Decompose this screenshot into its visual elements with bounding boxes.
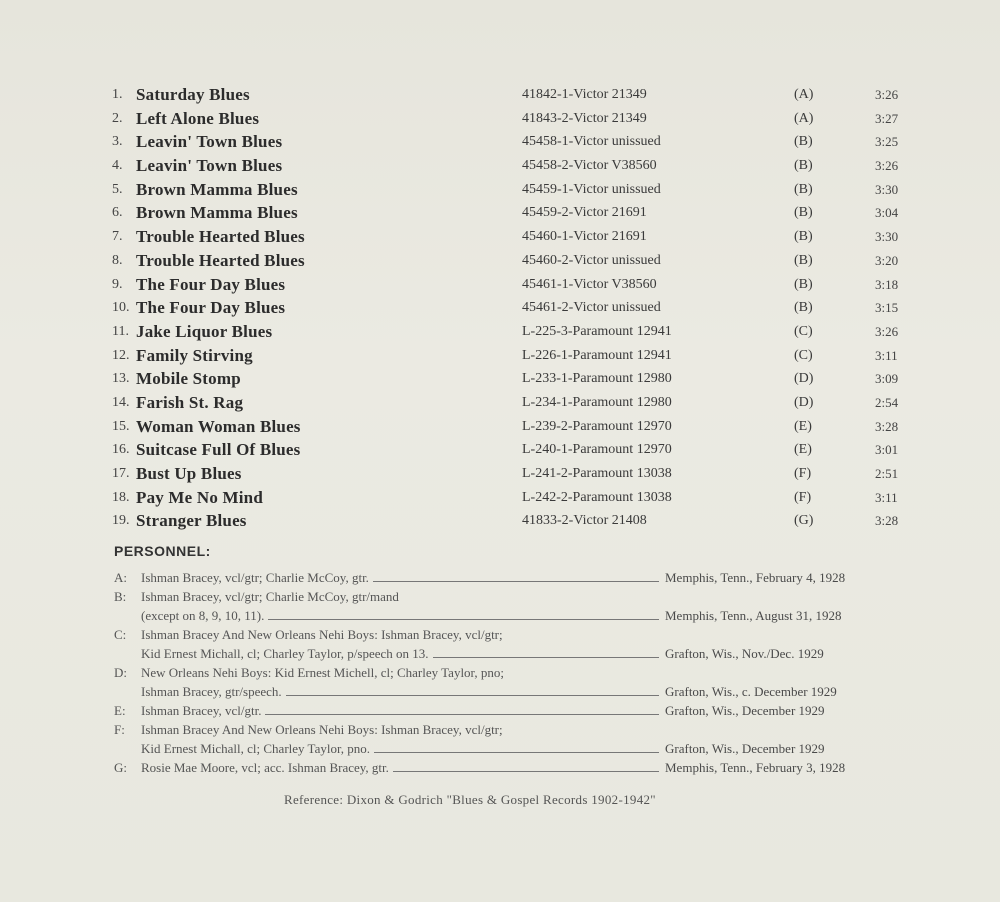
track-session: (A): [794, 110, 814, 126]
track-matrix-label: L-242-2-Paramount 13038: [522, 489, 672, 505]
leader-rule: [286, 695, 659, 696]
track-row: [112, 320, 912, 344]
track-title: Bust Up Blues: [136, 464, 242, 483]
track-number: 18.: [112, 489, 130, 505]
track-title: Leavin' Town Blues: [136, 132, 283, 152]
track-number: 16.: [112, 442, 130, 458]
session-place-date: Memphis, Tenn., August 31, 1928: [665, 608, 842, 623]
leader-rule: [374, 752, 659, 753]
track-session: (B): [794, 300, 813, 316]
session-place-date: Grafton, Wis., December 1929: [665, 703, 825, 718]
personnel-line: [114, 741, 914, 760]
personnel-line: [114, 684, 914, 703]
track-session: (C): [794, 323, 813, 339]
track-row: [112, 486, 912, 510]
session-letter: F:: [114, 722, 125, 737]
track-session: (E): [794, 442, 812, 458]
personnel-line: [114, 722, 914, 741]
track-title: Left Alone Blues: [136, 108, 260, 128]
track-number: 15.: [112, 418, 130, 434]
track-number: 7.: [112, 229, 123, 245]
personnel-text: Ishman Bracey, vcl/gtr; Charlie McCoy, gtr/mand: [141, 589, 399, 604]
personnel-text: Ishman Bracey, vcl/gtr; Charlie McCoy, gtr.: [141, 570, 369, 585]
personnel-heading: PERSONNEL:: [114, 543, 211, 559]
track-title: Trouble Hearted Blues: [136, 250, 305, 270]
personnel-line: [114, 570, 914, 589]
track-row: [112, 273, 912, 297]
session-place-date: Grafton, Wis., c. December 1929: [665, 684, 837, 699]
track-number: 10.: [112, 300, 130, 316]
track-title: Pay Me No Mind: [136, 487, 263, 507]
track-session: (B): [794, 276, 813, 292]
track-duration: 3:15: [875, 300, 899, 316]
personnel-text: (except on 8, 9, 10, 11).: [141, 608, 265, 623]
track-duration: 2:54: [875, 394, 899, 410]
track-matrix-label: L-241-2-Paramount 13038: [522, 466, 672, 481]
personnel-line: [114, 646, 914, 665]
track-matrix-label: 41843-2-Victor 21349: [522, 110, 647, 126]
personnel-text: Ishman Bracey, vcl/gtr.: [141, 703, 262, 718]
session-letter: G:: [114, 760, 127, 775]
track-matrix-label: L-234-1-Paramount 12980: [522, 394, 672, 410]
track-title: Family Stirving: [136, 345, 253, 365]
personnel-line: [114, 608, 914, 627]
track-duration: 3:26: [875, 87, 899, 102]
session-place-date: Memphis, Tenn., February 4, 1928: [665, 570, 846, 585]
personnel-line: [114, 703, 914, 722]
track-number: 13.: [112, 371, 130, 387]
track-title: Trouble Hearted Blues: [136, 227, 305, 247]
personnel-line: [114, 760, 914, 779]
personnel-text: New Orleans Nehi Boys: Kid Ernest Michell, cl; Charley Taylor, pno;: [141, 665, 504, 680]
track-title: Farish St. Rag: [136, 392, 244, 412]
track-session: (D): [794, 371, 814, 387]
track-session: (B): [794, 252, 813, 268]
leader-rule: [265, 714, 659, 715]
track-number: 9.: [112, 276, 123, 292]
track-duration: 3:26: [875, 158, 899, 174]
track-number: 5.: [112, 181, 123, 197]
track-duration: 3:27: [875, 110, 899, 126]
track-duration: 3:26: [875, 323, 899, 339]
track-matrix-label: 45460-2-Victor unissued: [522, 252, 661, 268]
personnel-text: Kid Ernest Michall, cl; Charley Taylor, pno.: [141, 741, 371, 756]
track-duration: 3:30: [875, 229, 899, 245]
track-matrix-label: 45458-2-Victor V38560: [522, 158, 657, 174]
session-place-date: Grafton, Wis., December 1929: [665, 741, 825, 756]
track-number: 12.: [112, 347, 130, 363]
track-matrix-label: 45460-1-Victor 21691: [522, 229, 647, 245]
personnel-line: [114, 665, 914, 684]
track-matrix-label: 45459-2-Victor 21691: [522, 205, 647, 221]
track-session: (B): [794, 205, 813, 221]
track-session: (F): [794, 489, 812, 505]
track-matrix-label: 45458-1-Victor unissued: [522, 134, 661, 150]
track-row: [112, 391, 912, 415]
track-matrix-label: 41833-2-Victor 21408: [522, 513, 647, 529]
leader-rule: [268, 619, 659, 620]
track-duration: 3:25: [875, 134, 899, 150]
personnel-line: [114, 589, 914, 608]
track-title: Saturday Blues: [136, 85, 250, 104]
track-duration: 3:11: [875, 347, 898, 363]
track-session: (G): [794, 513, 814, 529]
track-list: [112, 83, 912, 533]
track-duration: 3:04: [875, 205, 899, 221]
track-title: Brown Mamma Blues: [136, 203, 298, 223]
session-place-date: Memphis, Tenn., February 3, 1928: [665, 760, 846, 775]
track-session: (B): [794, 229, 813, 245]
track-session: (B): [794, 134, 813, 150]
track-duration: 3:30: [875, 181, 899, 197]
track-duration: 3:20: [875, 252, 899, 268]
track-row: [112, 296, 912, 320]
track-row: [112, 415, 912, 439]
track-row: [112, 367, 912, 391]
track-session: (B): [794, 181, 813, 197]
track-duration: 3:28: [875, 418, 899, 434]
track-title: The Four Day Blues: [136, 274, 286, 294]
personnel-text: Ishman Bracey And New Orleans Nehi Boys: Ishman Bracey, vcl/gtr;: [141, 722, 503, 737]
session-letter: A:: [114, 570, 127, 585]
track-number: 17.: [112, 466, 130, 481]
track-matrix-label: L-239-2-Paramount 12970: [522, 418, 672, 434]
personnel-text: Kid Ernest Michall, cl; Charley Taylor, p/speech on 13.: [141, 646, 429, 661]
track-number: 14.: [112, 394, 130, 410]
track-row: [112, 130, 912, 154]
session-letter: B:: [114, 589, 127, 604]
track-row: [112, 249, 912, 273]
track-row: [112, 107, 912, 131]
track-number: 1.: [112, 87, 123, 102]
track-row: [112, 509, 912, 533]
personnel-line: [114, 627, 914, 646]
track-number: 8.: [112, 252, 123, 268]
track-session: (C): [794, 347, 813, 363]
track-row: [112, 462, 912, 486]
reference-note: Reference: Dixon & Godrich "Blues & Gospel Records 1902-1942": [284, 792, 656, 807]
leader-rule: [373, 581, 659, 582]
track-matrix-label: L-233-1-Paramount 12980: [522, 371, 672, 387]
track-matrix-label: L-240-1-Paramount 12970: [522, 442, 672, 458]
track-title: Stranger Blues: [136, 511, 247, 531]
track-session: (B): [794, 158, 813, 174]
track-title: Leavin' Town Blues: [136, 156, 283, 176]
track-matrix-label: 41842-1-Victor 21349: [522, 87, 647, 102]
track-session: (E): [794, 418, 812, 434]
leader-rule: [393, 771, 659, 772]
track-number: 3.: [112, 134, 123, 150]
personnel-text: Ishman Bracey, gtr/speech.: [141, 684, 282, 699]
session-letter: C:: [114, 627, 127, 642]
track-row: [112, 344, 912, 368]
track-matrix-label: 45461-1-Victor V38560: [522, 276, 657, 292]
track-title: Mobile Stomp: [136, 369, 241, 389]
track-number: 19.: [112, 513, 130, 529]
track-row: [112, 225, 912, 249]
session-place-date: Grafton, Wis., Nov./Dec. 1929: [665, 646, 824, 661]
track-matrix-label: 45459-1-Victor unissued: [522, 181, 661, 197]
track-matrix-label: 45461-2-Victor unissued: [522, 300, 661, 316]
track-duration: 3:11: [875, 489, 898, 505]
track-matrix-label: L-225-3-Paramount 12941: [522, 323, 672, 339]
leader-rule: [433, 657, 659, 658]
track-session: (F): [794, 466, 812, 481]
track-duration: 2:51: [875, 466, 899, 481]
track-title: The Four Day Blues: [136, 298, 286, 318]
track-row: [112, 83, 912, 107]
track-number: 6.: [112, 205, 123, 221]
track-row: [112, 438, 912, 462]
track-duration: 3:18: [875, 276, 899, 292]
track-title: Suitcase Full Of Blues: [136, 440, 301, 460]
personnel-text: Ishman Bracey And New Orleans Nehi Boys: Ishman Bracey, vcl/gtr;: [141, 627, 503, 642]
track-title: Woman Woman Blues: [136, 416, 301, 436]
track-duration: 3:28: [875, 513, 899, 529]
track-number: 4.: [112, 158, 123, 174]
track-session: (A): [794, 87, 814, 102]
track-duration: 3:09: [875, 371, 899, 387]
track-title: Brown Mamma Blues: [136, 179, 298, 199]
track-session: (D): [794, 394, 814, 410]
track-duration: 3:01: [875, 442, 899, 458]
track-title: Jake Liquor Blues: [136, 321, 273, 341]
session-letter: D:: [114, 665, 127, 680]
track-row: [112, 201, 912, 225]
personnel-text: Rosie Mae Moore, vcl; acc. Ishman Bracey, gtr.: [141, 760, 389, 775]
track-matrix-label: L-226-1-Paramount 12941: [522, 347, 672, 363]
track-number: 2.: [112, 110, 123, 126]
track-row: [112, 154, 912, 178]
session-letter: E:: [114, 703, 126, 718]
track-number: 11.: [112, 323, 129, 339]
track-row: [112, 178, 912, 202]
